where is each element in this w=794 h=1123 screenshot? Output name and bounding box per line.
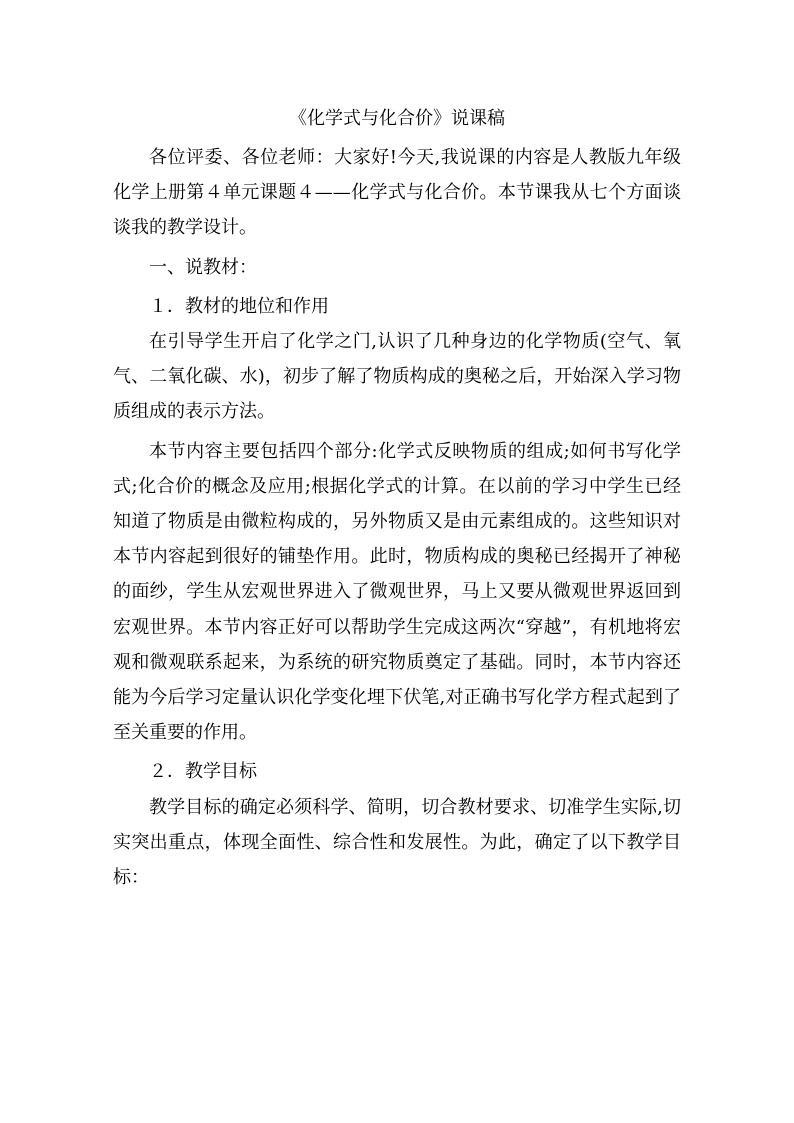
subsection-heading-status-role: １．教材的地位和作用	[149, 295, 329, 317]
paragraph-content-overview: 本节内容主要包括四个部分:化学式反映物质的组成;如何书写化学式;化合价的概念及应用;根据化学式的计算。在以前的学习中学生已经知道了物质是由微粒构成的，另外物质又是由元素组成的。这些知识对本节内容起到很好的铺垫作用。此时，物质构成的奥秘已经揭开了神秘的面纱，学生从宏观世界进入了微观世界，马上又要从微观世界返回到宏观世界。本节内容正好可以帮助学生完成这两次“穿越”，有机地将宏观和微观联系起来，为系统的研究物质奠定了基础。同时，本节内容还能为今后学习定量认识化学变化埋下伏笔,对正确书写化学方程式起到了至关重要的作用。	[113, 440, 681, 744]
subsection-heading-teaching-goals: ２．教学目标	[149, 761, 257, 783]
paragraph-teaching-goals: 教学目标的确定必须科学、简明，切合教材要求、切准学生实际,切实突出重点，体现全面性、综合性和发展性。为此，确定了以下教学目标：	[113, 796, 681, 889]
section-heading-textbook: 一、说教材：	[149, 256, 257, 278]
document-title: 《化学式与化合价》说课稿	[289, 108, 505, 129]
paragraph-greeting: 各位评委、各位老师：大家好!今天,我说课的内容是人教版九年级化学上册第４单元课题４——化学式与化合价。本节课我从七个方面谈谈我的教学设计。	[113, 147, 681, 239]
paragraph-introduction: 在引导学生开启了化学之门,认识了几种身边的化学物质(空气、氧气、二氧化碳、水)，初步了解了物质构成的奥秘之后，开始深入学习物质组成的表示方法。	[113, 331, 681, 423]
document-body	[113, 101, 681, 895]
